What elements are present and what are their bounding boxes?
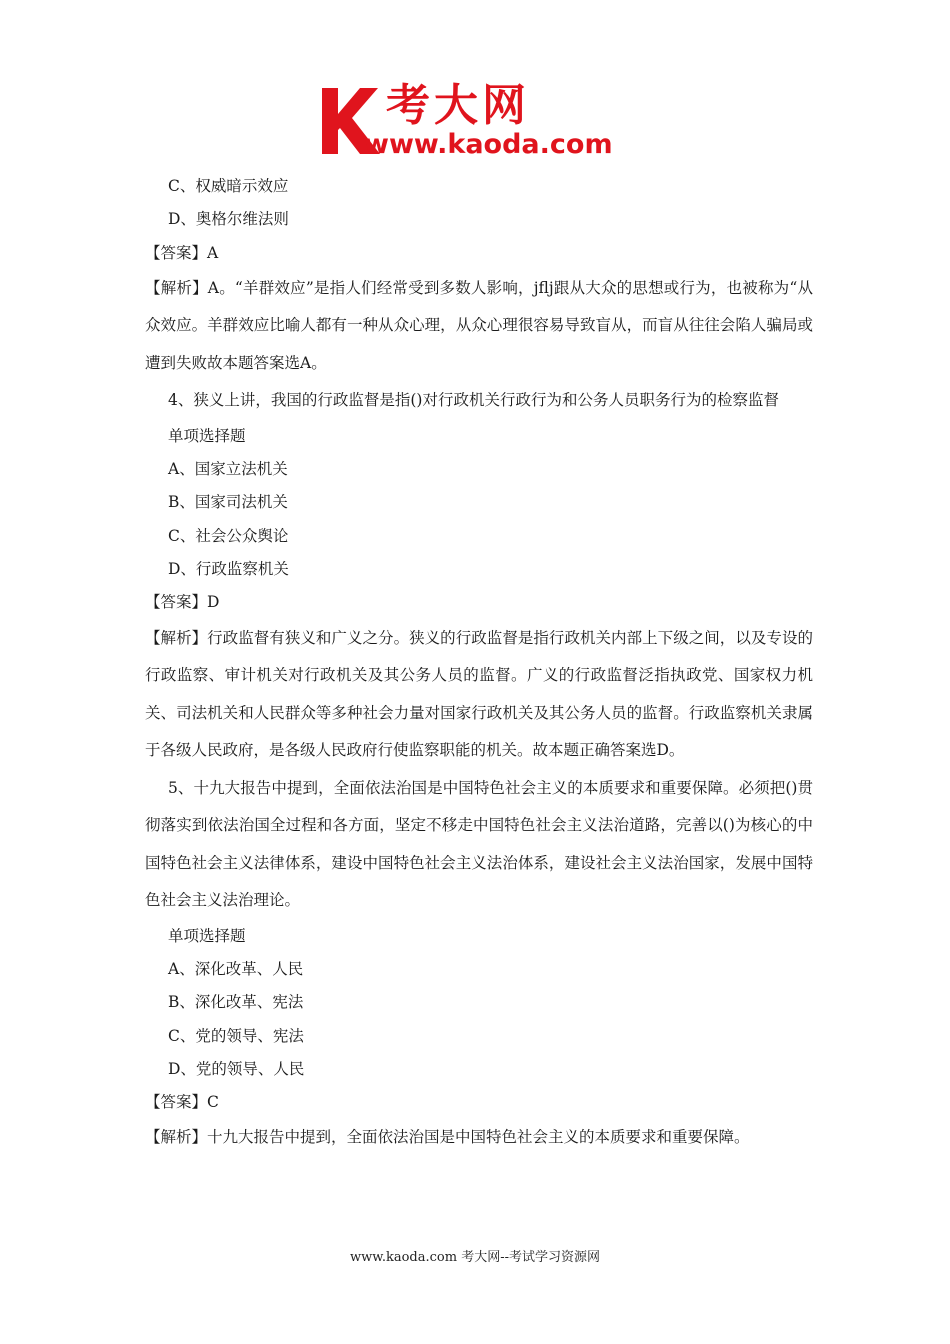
q5-option-c: C、党的领导、宪法: [168, 1026, 304, 1045]
q4-stem: 4、狭义上讲，我国的行政监督是指()对行政机关行政行为和公务人员职务行为的检察监督: [168, 391, 779, 410]
q4-option-d: D、行政监察机关: [168, 560, 289, 579]
q3-option-c: C、权威暗示效应: [168, 177, 289, 195]
page-footer: www.kaoda.com 考大网--考试学习资源网: [350, 1250, 600, 1265]
q3-analysis: 【解析】A。“羊群效应”是指人们经常受到多数人影响，jflj跟从大众的思想或行为，也被称为“从众效应。羊群效应比喻人都有一种从众心理，从众心理很容易导致盲从，而盲从往往会陷人骗局或遭到失败故本题答案选A。: [145, 278, 813, 372]
q4-analysis: 【解析】行政监督有狭义和广义之分。狭义的行政监督是指行政机关内部上下级之间，以及专设的行政监察、审计机关对行政机关及其公务人员的监督。广义的行政监督泛指执政党、国家权力机关、司法机关和人民群众等多种社会力量对国家行政机关及其公务人员的监督。行政监察机关隶属于各级人民政府，是各级人民政府行使监察职能的机关。故本题正确答案选D。: [145, 628, 813, 760]
q5-answer: 【答案】C: [145, 1093, 219, 1112]
q5-option-b: B、深化改革、宪法: [168, 993, 304, 1012]
q3-answer: 【答案】A: [145, 243, 219, 262]
q3-option-d: D、奥格尔维法则: [168, 210, 289, 229]
logo-url: www.kaoda.com: [364, 129, 613, 160]
q4-answer: 【答案】D: [145, 593, 220, 612]
q5-analysis: 【解析】十九大报告中提到，全面依法治国是中国特色社会主义的本质要求和重要保障。: [145, 1128, 750, 1147]
q5-type: 单项选择题: [168, 926, 246, 945]
q5-option-a: A、深化改革、人民: [168, 959, 304, 978]
q5-option-d: D、党的领导、人民: [168, 1059, 305, 1078]
q5-stem: 5、十九大报告中提到，全面依法治国是中国特色社会主义的本质要求和重要保障。必须把()贯彻落实到依法治国全过程和各方面，坚定不移走中国特色社会主义法治道路，完善以()为核心的中国特色社会主义法律体系，建设中国特色社会主义法治体系，建设社会主义法治国家，发展中国特色社会主义法治理论。: [145, 778, 813, 910]
document-body: [145, 170, 813, 1157]
q4-option-b: B、国家司法机关: [168, 493, 288, 512]
q4-option-a: A、国家立法机关: [168, 460, 288, 479]
logo-text-cn: 考大网: [386, 80, 530, 131]
q4-option-c: C、社会公众舆论: [168, 526, 289, 545]
kaoda-logo: [318, 80, 638, 162]
q4-type: 单项选择题: [168, 426, 246, 445]
